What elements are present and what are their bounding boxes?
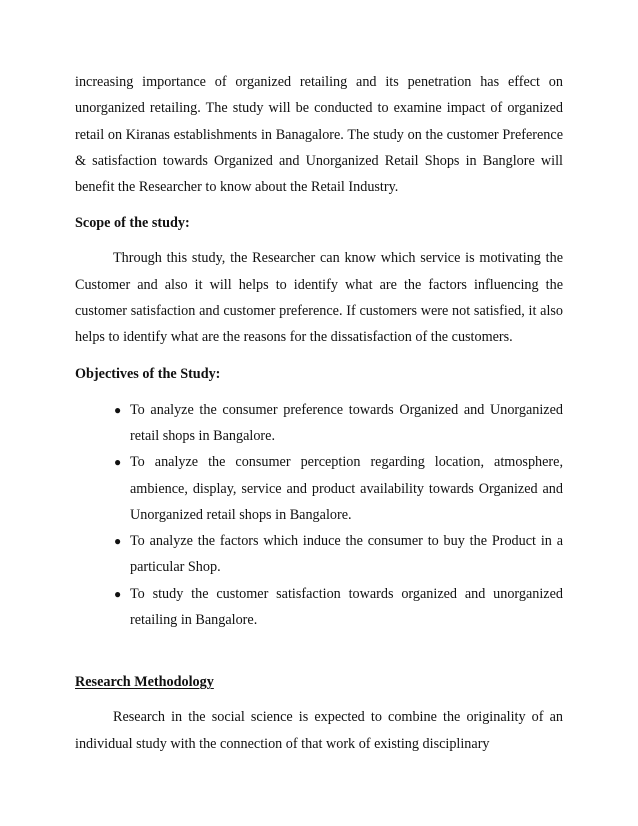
objective-item-4 [114, 581, 563, 634]
intro-paragraph: increasing importance of organized retailing and its penetration has effect on unorganized retailing. The study will be conducted to examine impact of organized retail on Kiranas establishments in Banagalore. The study on the customer Preference & satisfaction towards Organized and Unorganized Retail Shops in Banglore will benefit the Researcher to know about the Retail Industry. [75, 74, 563, 196]
bullet-icon: ● [114, 402, 122, 417]
objectives-list [75, 397, 563, 634]
objective-text: To analyze the consumer perception regarding location, atmosphere, ambience, display, service and product availability towards Organized and Unorganized retail shops in Bangalore. [130, 454, 563, 523]
objective-text: To analyze the consumer preference towards Organized and Unorganized retail shops in Bangalore. [130, 401, 563, 444]
bullet-icon: ● [114, 455, 122, 470]
objective-item-1 [114, 397, 563, 450]
objective-item-3 [114, 528, 563, 581]
page-content [75, 69, 563, 757]
objective-text: To analyze the factors which induce the consumer to buy the Product in a particular Shop. [130, 533, 563, 576]
bullet-icon: ● [114, 586, 122, 601]
methodology-heading: Research Methodology [75, 674, 214, 691]
objective-text: To study the customer satisfaction towards organized and unorganized retailing in Bangalore. [130, 585, 563, 629]
bullet-icon: ● [114, 534, 122, 549]
scope-heading: Scope of the study: [75, 215, 190, 232]
methodology-paragraph: Research in the social science is expected to combine the originality of an individual study with the connection of that work of existing disciplinary [75, 709, 563, 752]
objectives-heading: Objectives of the Study: [75, 365, 221, 382]
scope-paragraph: Through this study, the Researcher can know which service is motivating the Customer and also it will helps to identify what are the factors influencing the customer satisfaction and customer preference. If customers were not satisfied, it also helps to identify what are the reasons for the dissatisfaction of the customers. [75, 250, 563, 346]
objective-item-2 [114, 449, 563, 528]
